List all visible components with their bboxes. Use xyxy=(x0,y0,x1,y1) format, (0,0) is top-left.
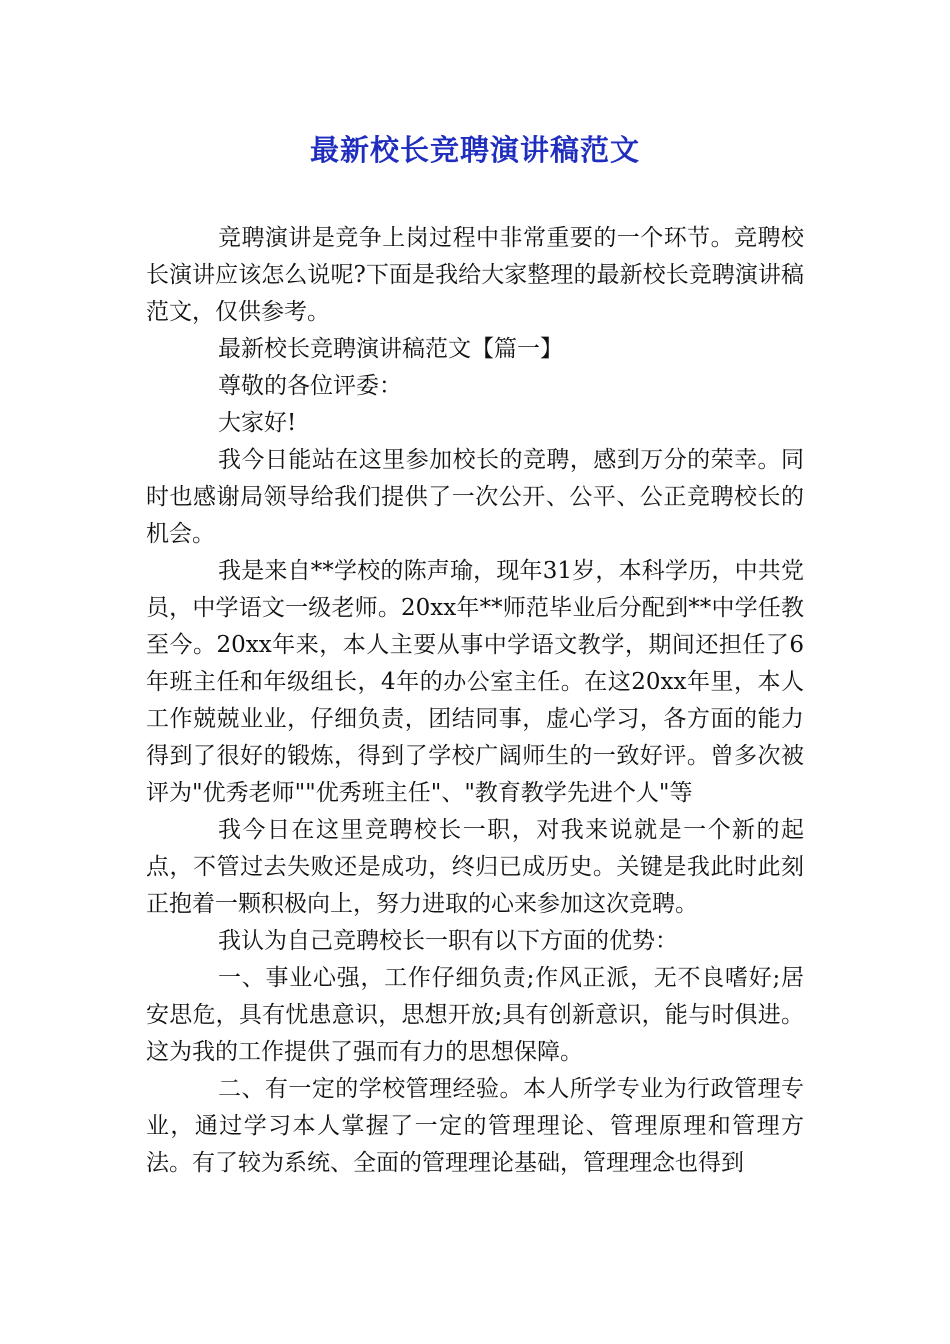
paragraph-advantage-two: 二、有一定的学校管理经验。本人所学专业为行政管理专业，通过学习本人掌握了一定的管理理论、管理原理和管理方法。有了较为系统、全面的管理理论基础，管理理念也得到 xyxy=(146,1076,804,1176)
paragraph-advantage-one: 一、事业心强，工作仔细负责;作风正派，无不良嗜好;居安思危，具有忧患意识，思想开放;具有创新意识，能与时俱进。这为我的工作提供了强而有力的思想保障。 xyxy=(146,965,804,1065)
document-body xyxy=(146,220,804,1182)
paragraph-salutation: 尊敬的各位评委： xyxy=(218,373,402,399)
paragraph-intro: 竞聘演讲是竞争上岗过程中非常重要的一个环节。竞聘校长演讲应该怎么说呢?下面是我给大家整理的最新校长竞聘演讲稿范文，仅供参考。 xyxy=(146,225,804,325)
paragraph-advantages-intro: 我认为自己竞聘校长一职有以下方面的优势： xyxy=(218,928,678,954)
paragraph-section-heading: 最新校长竞聘演讲稿范文【篇一】 xyxy=(218,336,563,362)
paragraph-opening: 我今日能站在这里参加校长的竞聘，感到万分的荣幸。同时也感谢局领导给我们提供了一次公开、公平、公正竞聘校长的机会。 xyxy=(146,447,804,547)
document-title: 最新校长竞聘演讲稿范文 xyxy=(309,133,640,167)
paragraph-self-introduction: 我是来自**学校的陈声瑜，现年31岁，本科学历，中共党员，中学语文一级老师。20xx年**师范毕业后分配到**中学任教至今。20xx年来，本人主要从事中学语文教学，期间还担任了6年班主任和年级组长，4年的办公室主任。在这20xx年里，本人工作兢兢业业，仔细负责，团结同事，虚心学习，各方面的能力得到了很好的锻炼，得到了学校广阔师生的一致好评。曾多次被评为"优秀老师""优秀班主任"、"教育教学先进个人"等 xyxy=(146,558,804,806)
paragraph-motivation: 我今日在这里竞聘校长一职，对我来说就是一个新的起点，不管过去失败还是成功，终归已成历史。关键是我此时此刻正抱着一颗积极向上，努力进取的心来参加这次竞聘。 xyxy=(146,817,804,917)
paragraph-greeting: 大家好! xyxy=(218,410,297,436)
